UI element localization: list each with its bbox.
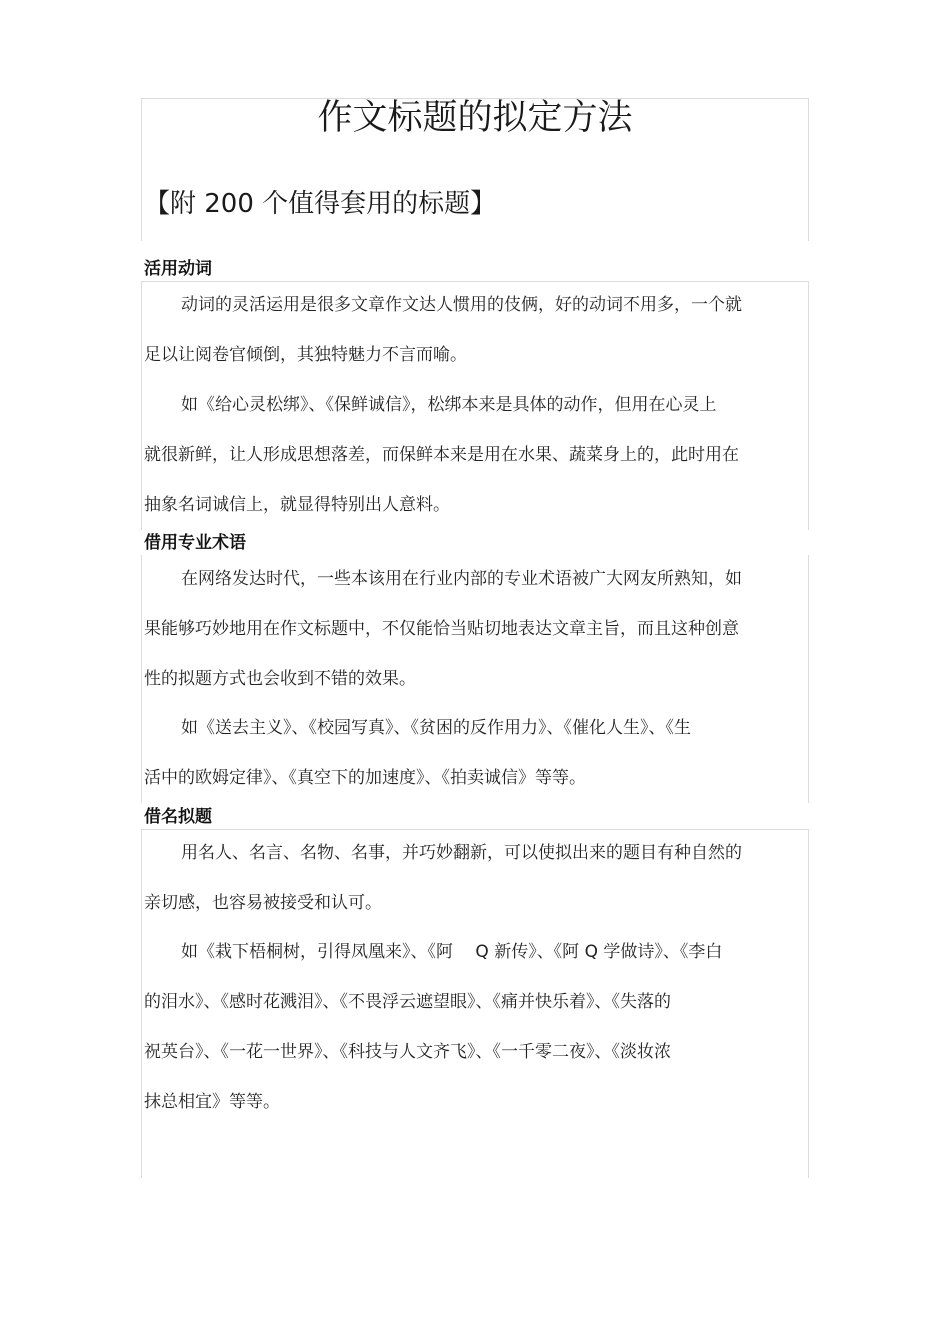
paragraph	[144, 554, 804, 704]
text-line: 用名人、名言、名物、名事，并巧妙翻新，可以使拟出来的题目有种自然的	[181, 843, 742, 863]
paragraph	[144, 703, 804, 803]
text-line: 祝英台》、《一花一世界》、《科技与人文齐飞》、《一千零二夜》、《淡妆浓	[144, 1042, 671, 1062]
text-line: 在网络发达时代，一些本该用在行业内部的专业术语被广大网友所熟知，如	[181, 569, 742, 589]
text-line: 抹总相宜》等等。	[144, 1092, 280, 1112]
text-line: 如《给心灵松绑》、《保鲜诚信》，松绑本来是具体的动作，但用在心灵上	[181, 395, 717, 415]
text-line: 活中的欧姆定律》、《真空下的加速度》、《拍卖诚信》等等。	[144, 768, 586, 788]
page-subtitle: 【附 200 个值得套用的标题】	[144, 189, 497, 219]
text-line: 抽象名词诚信上，就显得特别出人意料。	[144, 495, 450, 515]
paragraph	[144, 927, 804, 1127]
paragraph	[144, 280, 804, 380]
paragraph	[144, 828, 804, 928]
text-line: 动词的灵活运用是很多文章作文达人惯用的伎俩，好的动词不用多，一个就	[181, 295, 742, 315]
text-line: 的泪水》、《感时花溅泪》、《不畏浮云遮望眼》、《痛并快乐着》、《失落的	[144, 992, 671, 1012]
section-heading: 活用动词	[144, 259, 212, 279]
text-line: 如《栽下梧桐树，引得凤凰来》、《阿 Q 新传》、《阿 Q 学做诗》、《李白	[181, 942, 723, 962]
paragraph	[144, 380, 804, 530]
section-heading: 借用专业术语	[144, 533, 246, 553]
text-line: 如《送去主义》、《校园写真》、《贫困的反作用力》、《催化人生》、《生	[181, 718, 691, 738]
text-line: 就很新鲜，让人形成思想落差，而保鲜本来是用在水果、蔬菜身上的，此时用在	[144, 445, 739, 465]
text-line: 果能够巧妙地用在作文标题中，不仅能恰当贴切地表达文章主旨，而且这种创意	[144, 619, 739, 639]
text-line: 性的拟题方式也会收到不错的效果。	[144, 669, 416, 689]
text-line: 足以让阅卷官倾倒，其独特魅力不言而喻。	[144, 345, 467, 365]
page-title: 作文标题的拟定方法	[317, 98, 633, 138]
section-heading: 借名拟题	[144, 807, 212, 827]
text-line: 亲切感，也容易被接受和认可。	[144, 893, 382, 913]
